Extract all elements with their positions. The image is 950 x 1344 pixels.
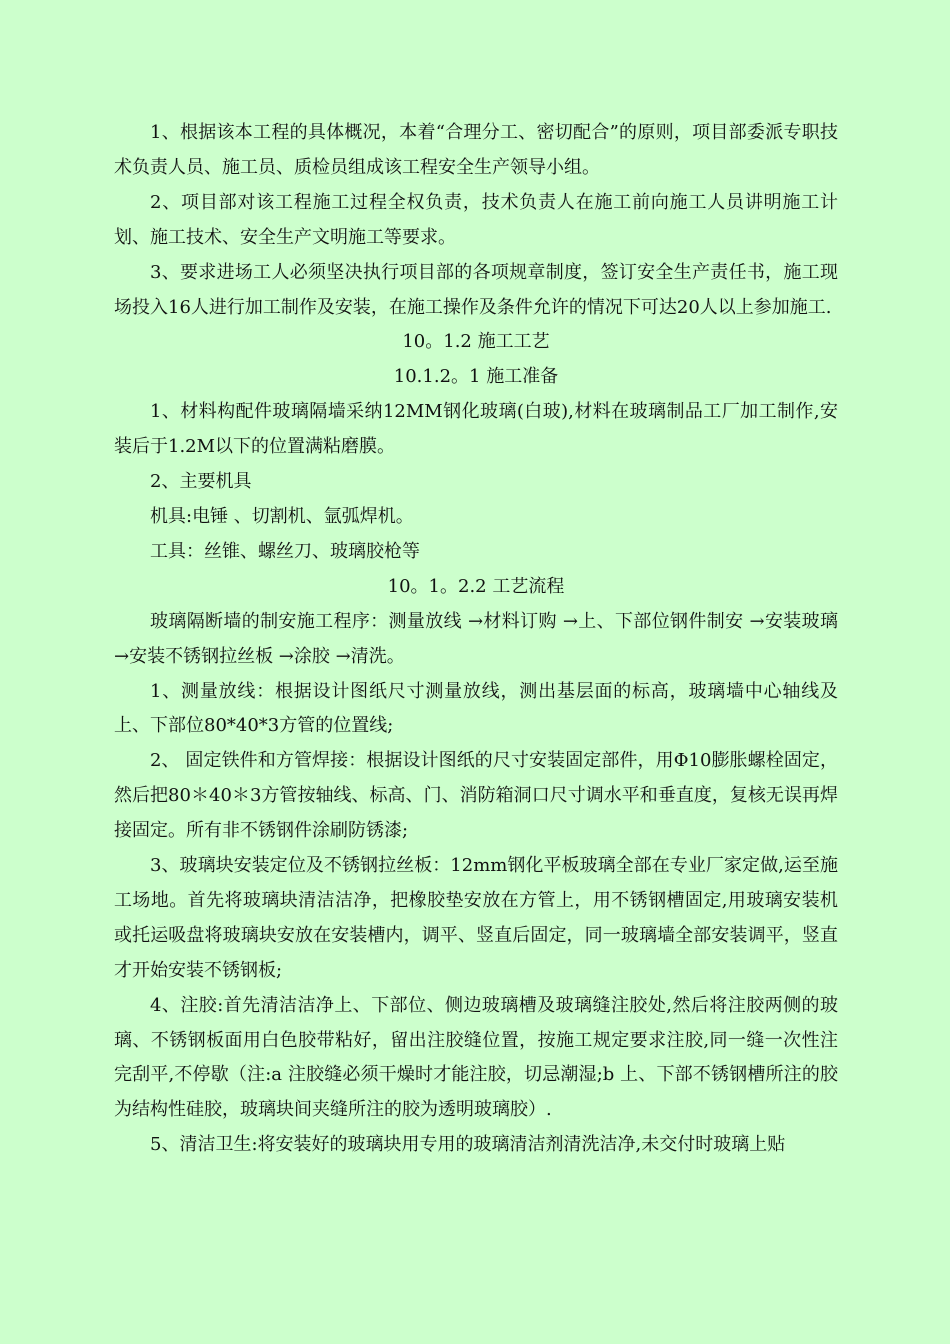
para-project-responsibility: 2、项目部对该工程施工过程全权负责，技术负责人在施工前向施工人员讲明施工计划、施工技术、安全生产文明施工等要求。 <box>114 191 838 248</box>
para-step-welding: 2、 固定铁件和方管焊接：根据设计图纸的尺寸安装固定部件，用Φ10膨胀螺栓固定，然后把80＊40＊3方管按轴线、标高、门、消防箱洞口尺寸调水平和垂直度，复核无误再焊接固定。所有非不锈钢件涂刷防锈漆; <box>114 750 838 842</box>
para-machinery-list: 机具:电锤 、切割机、氩弧焊机。 <box>150 505 414 527</box>
para-step-cleaning: 5、清洁卫生:将安装好的玻璃块用专用的玻璃清洁剂清洗洁净,未交付时玻璃上贴 <box>150 1134 786 1156</box>
heading-construction-preparation: 10.1.2。1 施工准备 <box>393 366 559 388</box>
heading-process-flow: 10。1。2.2 工艺流程 <box>387 575 565 597</box>
para-step-glass-install: 3、玻璃块安装定位及不锈钢拉丝板：12mm钢化平板玻璃全部在专业厂家定做,运至施工场地。首先将玻璃块清洁洁净，把橡胶垫安放在方管上，用不锈钢槽固定,用玻璃安装机或托运吸盘将玻璃块安放在安装槽内，调平、竖直后固定，同一玻璃墙全部安装调平，竖直才开始安装不锈钢板; <box>114 855 838 981</box>
para-main-machinery: 2、主要机具 <box>150 471 252 493</box>
para-leadership-group: 1、根据该本工程的具体概况，本着“合理分工、密切配合”的原则，项目部委派专职技术负责人员、施工员、质检员组成该工程安全生产领导小组。 <box>114 122 838 178</box>
heading-construction-process: 10。1.2 施工工艺 <box>402 331 550 353</box>
para-tools-list: 工具：丝锥、螺丝刀、玻璃胶枪等 <box>150 540 420 562</box>
para-step-glue: 4、注胶:首先清洁洁净上、下部位、侧边玻璃槽及玻璃缝注胶处,然后将注胶两侧的玻璃、不锈钢板面用白色胶带粘好，留出注胶缝位置，按施工规定要求注胶,同一缝一次性注完刮平,不停歇（注:a 注胶缝必须干燥时才能注胶，切忌潮湿;b 上、下部不锈钢槽所注的胶为结构性硅胶，玻璃块间夹缝所注的胶为透明玻璃胶）. <box>114 994 838 1121</box>
para-step-measure: 1、测量放线：根据设计图纸尺寸测量放线，测出基层面的标高，玻璃墙中心轴线及上、下部位80*40*3方管的位置线; <box>114 680 838 737</box>
para-workers-rules: 3、要求进场工人必须坚决执行项目部的各项规章制度，签订安全生产责任书，施工现场投入16人进行加工制作及安装，在施工操作及条件允许的情况下可达20人以上参加施工. <box>114 261 838 318</box>
document-page <box>114 116 838 1163</box>
para-flow-sequence: 玻璃隔断墙的制安施工程序：测量放线 →材料订购 →上、下部位钢件制安 →安装玻璃 →安装不锈钢拉丝板 →涂胶 →清洗。 <box>114 610 838 667</box>
para-materials: 1、材料构配件玻璃隔墙采纳12MM钢化玻璃(白玻),材料在玻璃制品工厂加工制作,安装后于1.2M以下的位置满粘磨膜。 <box>114 401 838 458</box>
